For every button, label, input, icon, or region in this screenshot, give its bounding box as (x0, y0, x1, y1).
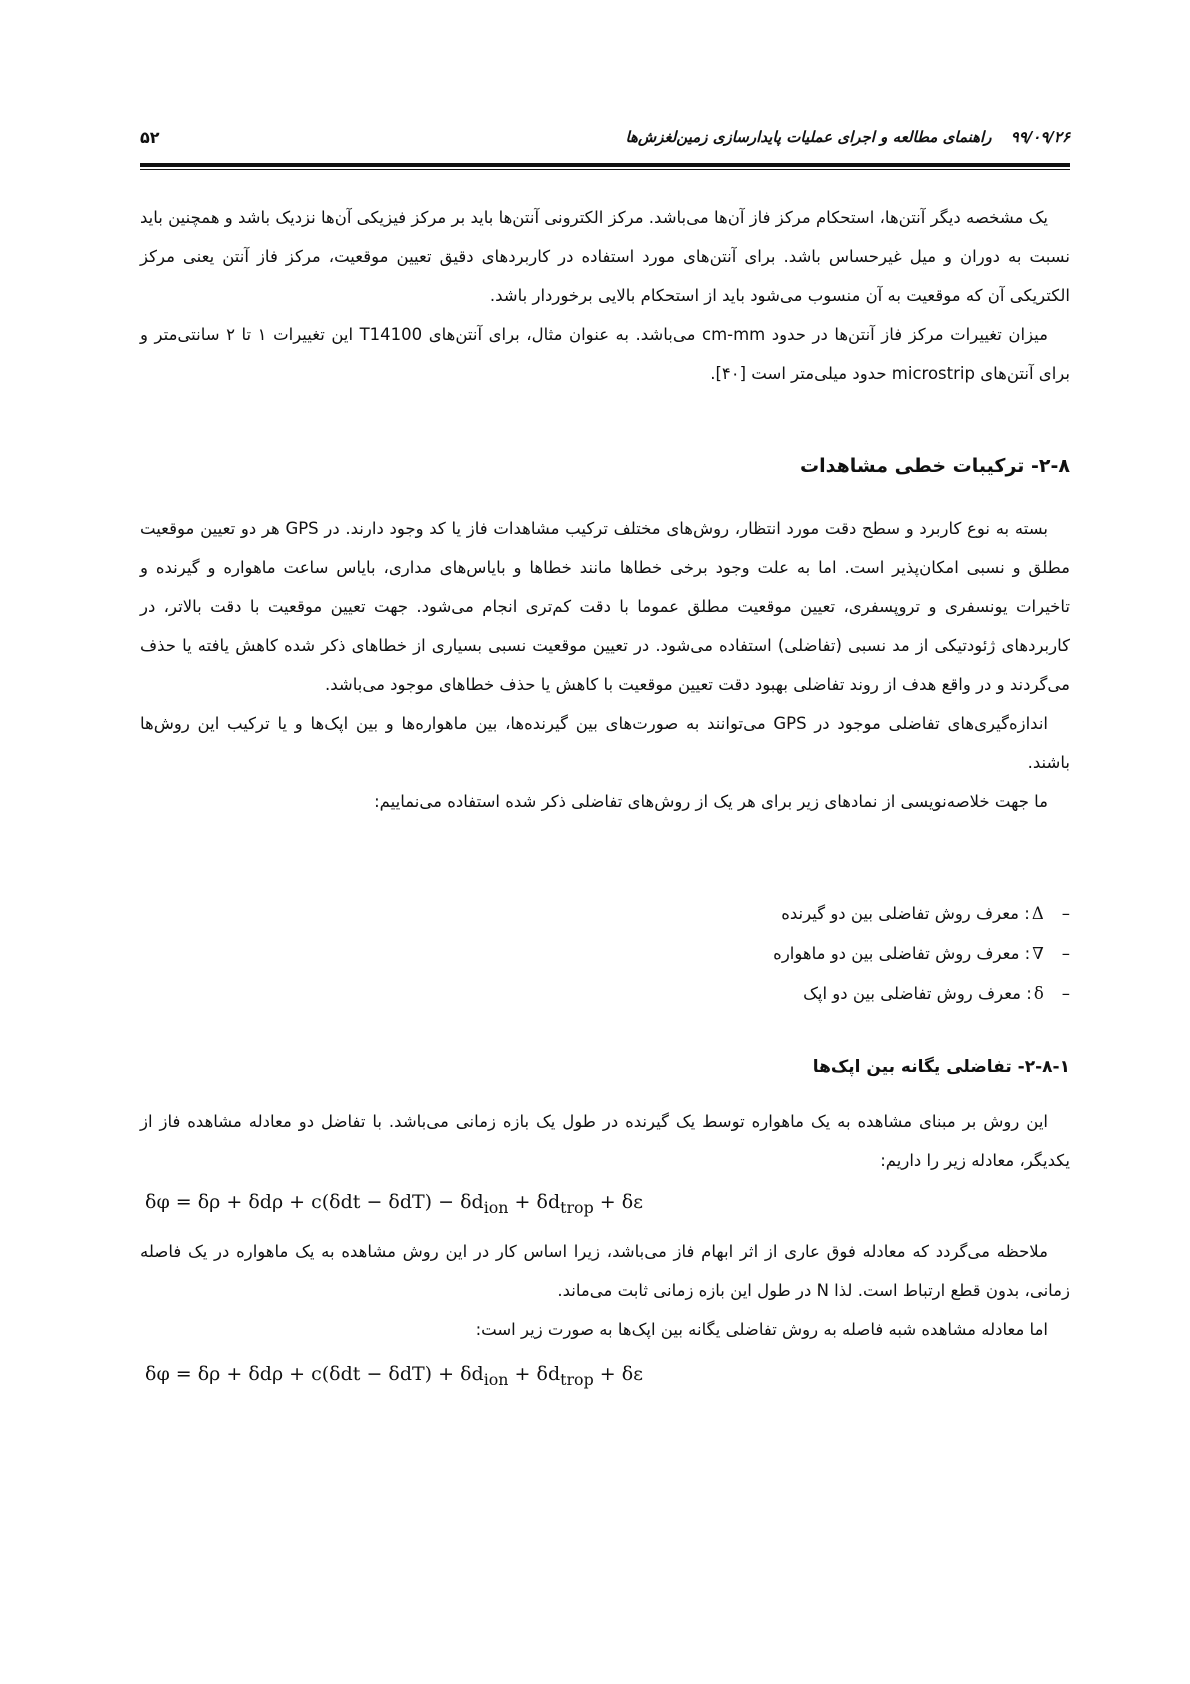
intro-paragraph-1: یک مشخصه دیگر آنتن‌ها، استحکام مرکز فاز آن‌ها می‌باشد. مرکز الکترونی آنتن‌ها باید بر مرکز فیزیکی آن‌ها نزدیک باشد و همچنین باید نسبت به دوران و میل غیرحساس باشد. برای آنتن‌های مورد استفاده در کاربردهای دقیق تعیین موقعیت، مرکز فاز آنتن یعنی مرکز الکتریکی آن که موقعیت به آن منسوب می‌شود باید از استحکام بالایی برخوردار باشد. (140, 208, 1070, 305)
small-delta-symbol: δ (1033, 984, 1044, 1003)
equation-1: $\delta\varphi = \delta\rho + \delta d\rho + c(\delta dt - \delta dT) - \delta d_{ion} + \delta d_{trop} + \delta\varepsilon$ (145, 1191, 643, 1217)
section-paragraph-2: اندازه‌گیری‌های تفاضلی موجود در GPS می‌توانند به صورت‌های بین گیرنده‌ها، بین ماهواره‌ها و بین اپک‌ها و یا ترکیب این روش‌ها باشند. (140, 714, 1070, 772)
nabla-symbol: ∇ (1032, 944, 1044, 963)
running-header (140, 128, 1070, 168)
subsection-paragraph-2: ملاحظه می‌گردد که معادله فوق عاری از اثر ابهام فاز می‌باشد، زیرا اساس کار در این روش مشاهده به یک ماهواره در یک فاصله زمانی، بدون قطع ارتباط است. لذا N در طول این بازه زمانی ثابت می‌ماند. (140, 1242, 1070, 1300)
subsection-paragraph-3: اما معادله مشاهده شبه فاصله به روش تفاضلی یگانه بین اپک‌ها به صورت زیر است: (475, 1320, 1048, 1339)
subsection-paragraph-1: این روش بر مبنای مشاهده به یک ماهواره توسط یک گیرنده در طول یک بازه زمانی می‌باشد. با تفاضل دو معادله مشاهده فاز از یکدیگر، معادله زیر را داریم: (140, 1112, 1070, 1170)
header-title: راهنمای مطالعه و اجرای عملیات پایدارسازی زمین‌لغزش‌ها (625, 128, 992, 146)
section-heading: ۲-۸- ترکیبات خطی مشاهدات (800, 455, 1070, 477)
intro-text (140, 198, 1070, 393)
symbol-description: : معرف روش تفاضلی بین دو اپک (803, 984, 1032, 1003)
subsection-heading: ۲-۸-۱- تفاضلی یگانه بین اپک‌ها (812, 1057, 1070, 1077)
header-rule-thick (140, 163, 1070, 167)
equation-2: $\delta\varphi = \delta\rho + \delta d\rho + c(\delta dt - \delta dT) + \delta d_{ion} + \delta d_{trop} + \delta\varepsilon$ (145, 1363, 643, 1389)
symbol-description: : معرف روش تفاضلی بین دو ماهواره (773, 944, 1031, 963)
symbol-list (773, 894, 1070, 1014)
section-text (140, 509, 1070, 821)
symbol-list-item (773, 974, 1070, 1014)
intro-paragraph-2: میزان تغییرات مرکز فاز آنتن‌ها در حدود cm-mm می‌باشد. به عنوان مثال، برای آنتن‌های T14100 این تغییرات ۱ تا ۲ سانتی‌متر و برای آنتن‌های microstrip حدود میلی‌متر است [۴۰]. (140, 325, 1070, 383)
subsection-text-2 (140, 1232, 1070, 1349)
bullet-dash: – (1061, 904, 1070, 923)
symbol-list-item (773, 894, 1070, 934)
symbol-list-item (773, 934, 1070, 974)
header-rule-thin (140, 169, 1070, 170)
bullet-dash: – (1061, 984, 1070, 1003)
section-paragraph-3: ما جهت خلاصه‌نویسی از نمادهای زیر برای هر یک از روش‌های تفاضلی ذکر شده استفاده می‌نماییم: (374, 792, 1048, 811)
bullet-dash: – (1061, 944, 1070, 963)
header-date: ۹۹/۰۹/۲۶ (1010, 128, 1070, 146)
header-title-block (625, 128, 1070, 146)
section-paragraph-1: بسته به نوع کاربرد و سطح دقت مورد انتظار، روش‌های مختلف ترکیب مشاهدات فاز یا کد وجود دارند. در GPS هر دو تعیین موقعیت مطلق و نسبی امکان‌پذیر است. اما به علت وجود برخی خطاها مانند خطاها و بایاس‌های مداری، بایاس ساعت ماهواره و گیرنده و تاخیرات یونسفری و تروپسفری، تعیین موقعیت مطلق عموما با دقت کم‌تری انجام می‌شود. جهت تعیین موقعیت با دقت بالاتر، در کاربردهای ژئودتیکی از مد نسبی (تفاضلی) استفاده می‌شود. در تعیین موقعیت نسبی بسیاری از خطاهای ذکر شده کاهش یافته یا حذف می‌گردند و در واقع هدف از روند تفاضلی بهبود دقت تعیین موقعیت با کاهش یا حذف خطاهای موجود می‌باشد. (140, 519, 1070, 694)
symbol-description: : معرف روش تفاضلی بین دو گیرنده (781, 904, 1030, 923)
page-number: ۵۲ (140, 128, 160, 147)
subsection-text-1 (140, 1102, 1070, 1180)
delta-symbol: Δ (1031, 904, 1044, 923)
